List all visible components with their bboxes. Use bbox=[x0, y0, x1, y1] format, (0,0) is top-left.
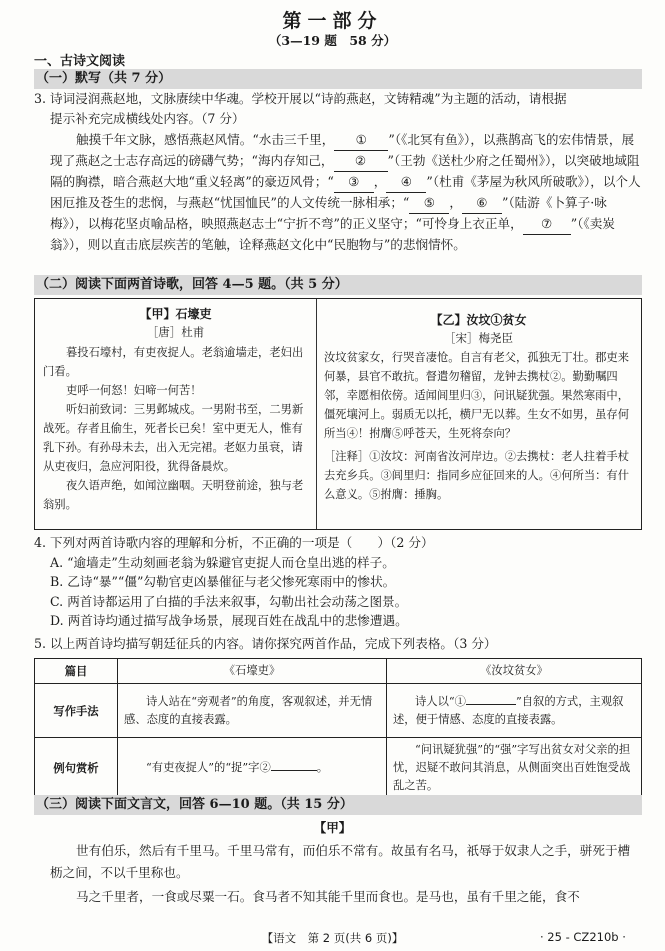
passage-text: ， bbox=[373, 174, 387, 189]
section-heading-classical: 一、古诗文阅读 bbox=[34, 54, 126, 69]
table-header-shihaoli: 《石壕吏》 bbox=[118, 659, 387, 684]
section-label-classical-prose: （三）阅读下面文言文，回答 6—10 题。（共 15 分） bbox=[34, 795, 642, 815]
q5-table bbox=[34, 658, 642, 799]
table-header-row bbox=[35, 659, 642, 684]
blank-7[interactable]: ⑦ bbox=[523, 214, 571, 235]
blank-2[interactable]: ② bbox=[334, 151, 388, 172]
q4-stem: 4. 下列对两首诗歌内容的理解和分析，不正确的一项是（ ）（2 分） bbox=[34, 535, 434, 550]
table-blank-2[interactable] bbox=[271, 770, 317, 771]
page-footer-code: · 25 - CZ210b · bbox=[540, 930, 626, 944]
poem-b-note: ［注释］①汝坟：河南省汝河岸边。②去携杖：老人拄着手杖去充乡兵。③闾里归：指同乡应征回来的人。④何所当：有什么意义。⑤拊膺：捶胸。 bbox=[324, 450, 630, 501]
table-header-title: 篇目 bbox=[35, 659, 118, 684]
passage-jia-label: 【甲】 bbox=[313, 820, 352, 835]
poem-a-stanza: 暮投石壕村，有吏夜捉人。老翁逾墙走，老妇出门看。 bbox=[43, 346, 304, 378]
q3-stem bbox=[34, 89, 646, 129]
cell-text: 。 bbox=[316, 761, 329, 774]
passage-text: ”（《北冥有鱼》），以燕鹊高飞的宏伟情景，展现了燕赵之士志存高远的磅礴气势；“海内存知己， bbox=[50, 132, 635, 168]
cell-text: ”自叙的方式，主观叙述，便于情感、态度的直接表露。 bbox=[393, 694, 624, 726]
q4-option-b[interactable]: B. 乙诗“暴”“僵”勾勒官吏凶暴催征与老父惨死寒雨中的惨状。 bbox=[50, 574, 396, 589]
prose-para-2: 马之千里者，一食或尽粟一石。食马者不知其能千里而食也。是马也，虽有千里之能，食不 bbox=[76, 889, 580, 904]
cell-text: “有吏夜捉人”的“捉”字② bbox=[146, 761, 271, 774]
technique-shihaoli: 诗人站在“旁观者”的角度，客观叙述，并无情感、态度的直接表露。 bbox=[118, 684, 387, 738]
cell-text: 诗人以“① bbox=[415, 694, 466, 708]
q5-stem: 5. 以上两首诗均描写朝廷征兵的内容。请你探究两首作品，完成下列表格。（3 分） bbox=[34, 636, 497, 651]
row-label-technique: 写作手法 bbox=[35, 684, 118, 738]
part-title: 第一部分 bbox=[282, 10, 383, 32]
q4-option-d[interactable]: D. 两首诗均通过描写战争场景，展现百姓在战乱中的悲惨遭遇。 bbox=[50, 613, 408, 628]
blank-4[interactable]: ④ bbox=[386, 172, 426, 193]
blank-3[interactable]: ③ bbox=[334, 172, 374, 193]
table-row-technique bbox=[35, 684, 642, 738]
poem-a-stanza: 吏呼一何怒！妇啼一何苦！ bbox=[66, 384, 202, 397]
poem-a-author: ［唐］杜甫 bbox=[146, 325, 205, 339]
appreciation-rufen: “问讯疑犹强”的“强”字写出贫女对父亲的担忧，迟疑不敢问其消息，从侧面突出百姓饱受战乱之苦。 bbox=[387, 738, 642, 799]
poem-a bbox=[35, 299, 317, 529]
poem-b-text: 汝坟贫家女，行哭音凄怆。自言有老父，孤独无丁壮。郡吏来何暴，县官不敢抗。督遣勿稽留，龙钟去携杖②。勤勤嘱四邻，幸愿相依傍。适闻闾里归③，问讯疑犹强。果然寒雨中，僵死壤河上。弱质无以托，横尸无以葬。生女不如男，虽存何所当④！拊膺⑤呼苍天，生死将奈向？ bbox=[324, 351, 630, 440]
q4-option-c[interactable]: C. 两首诗都运用了白描的手法来叙事，勾勒出社会动荡之图景。 bbox=[50, 593, 408, 609]
q4-option-a[interactable]: A. “逾墙走”生动刻画老翁为躲避官吏捉人而仓皇出逃的样子。 bbox=[50, 554, 395, 570]
passage-text: ”（王勃《送杜少府之任蜀州》），以突破地域阻隔的胸襟，暗合燕赵大地“重义轻离”的豪迈风骨；“ bbox=[50, 153, 640, 189]
table-blank-1[interactable] bbox=[466, 704, 516, 705]
page-footer-center: 【语文 第 2 页(共 6 页)】 bbox=[261, 931, 404, 945]
q4 bbox=[34, 533, 646, 631]
appreciation-shihaoli bbox=[118, 738, 387, 799]
section-label-poems: （二）阅读下面两首诗歌，回答 4—5 题。（共 5 分） bbox=[34, 275, 642, 295]
blank-5[interactable]: ⑤ bbox=[409, 193, 449, 214]
passage-text: ”（《卖炭翁》），则以直击底层疾苦的笔触，诠释燕赵文化中“民胞物与”的悲悯情怀。 bbox=[50, 216, 615, 252]
prose-para-1: 世有伯乐，然后有千里马。千里马常有，而伯乐不常有。故虽有名马，祇辱于奴隶人之手，骈死于槽枥之间，不以千里称也。 bbox=[50, 843, 631, 880]
technique-rufen bbox=[387, 684, 642, 738]
table-row-appreciation bbox=[35, 738, 642, 799]
q3-stem-line1: 3. 诗词浸润燕赵地，文脉赓续中华魂。学校开展以“诗韵燕赵，文铸精魂”为主题的活动，请根据 bbox=[34, 91, 567, 106]
poem-a-title: 【甲】石壕吏 bbox=[139, 307, 212, 321]
poem-a-text bbox=[35, 343, 316, 514]
section-label-dictation: （一）默写（共 7 分） bbox=[34, 69, 642, 89]
poem-b bbox=[316, 299, 641, 529]
row-label-appreciation: 例句赏析 bbox=[35, 738, 118, 799]
passage-text: ”（杜甫《茅屋为秋风所破歌》），以个人困厄推及苍生的悲悯，与燕赵“忧国恤民”的人文传统一脉相承；“ bbox=[50, 174, 641, 210]
poem-a-stanza: 听妇前致词：三男邺城戍。一男附书至，二男新战死。存者且偷生，死者长已矣！室中更无人，惟有乳下孙。有孙母未去，出入无完裙。老妪力虽衰，请从吏夜归，急应河阳役，犹得备晨炊。 bbox=[43, 403, 304, 473]
blank-6[interactable]: ⑥ bbox=[462, 193, 502, 214]
passage-text: ， bbox=[449, 195, 462, 210]
passage-text: 触摸千年文脉，感悟燕赵风情。“水击三千里， bbox=[76, 132, 335, 147]
part-subtitle: （3—19 题 58 分） bbox=[268, 33, 397, 48]
poem-b-author: ［宋］梅尧臣 bbox=[444, 331, 513, 345]
poems-box bbox=[34, 298, 642, 530]
q3-stem-line2: 提示补充完成横线处内容。（7 分） bbox=[50, 111, 245, 126]
blank-1[interactable]: ① bbox=[334, 130, 388, 151]
poem-a-stanza: 夜久语声绝，如闻泣幽咽。天明登前途，独与老翁别。 bbox=[43, 479, 304, 511]
poem-b-title: 【乙】汝坟①贫女 bbox=[430, 313, 527, 327]
q3-passage bbox=[50, 130, 642, 255]
passage-text: ”（陆游《卜算子·咏梅》），以梅花坚贞喻品格，映照燕赵志士“宁折不弯”的正义坚守；“可怜身上衣正单， bbox=[50, 195, 607, 231]
table-header-rufen: 《汝坟贫女》 bbox=[387, 659, 642, 684]
